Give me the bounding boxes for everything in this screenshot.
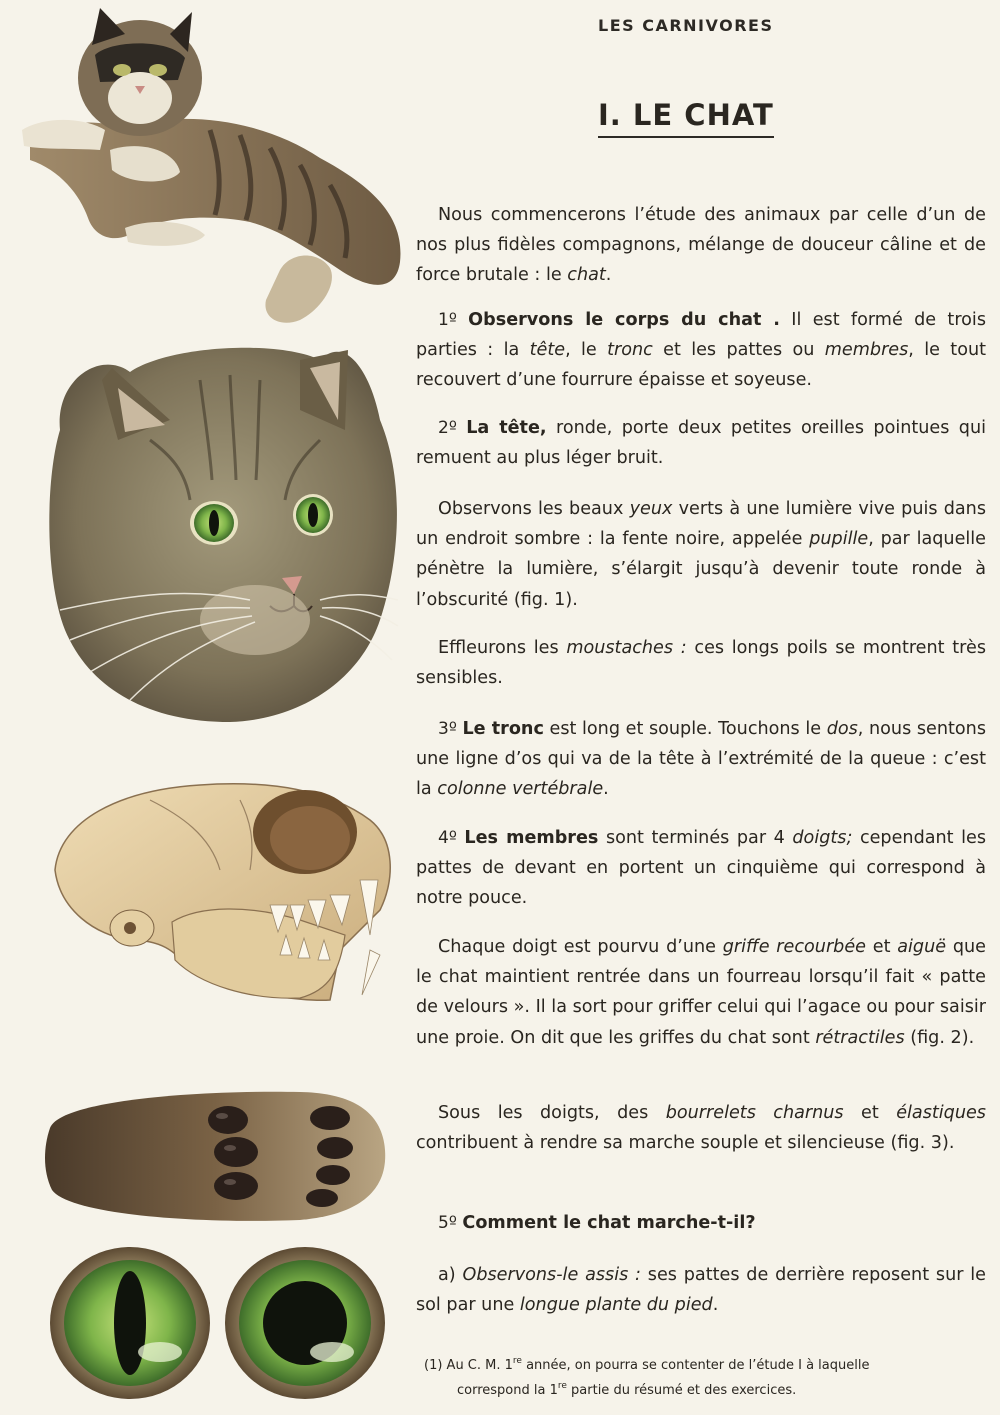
paragraph-heading: La tête, bbox=[466, 418, 547, 438]
cat-eyes-illustration bbox=[50, 1247, 385, 1399]
item-number: 3º bbox=[438, 719, 457, 739]
intro-text: Nous commencerons l’étude des animaux par celle d’un de nos plus fidèles compagnons, mélange de douceur câline et de force brutale : le bbox=[416, 205, 986, 286]
cat-skull-illustration bbox=[55, 784, 390, 1000]
paragraph-claws: Chaque doigt est pourvu d’une griffe recourbée et aiguë que le chat maintient rentrée dans un fourreau lorsqu’il fait « patte de velours ». Il la sort pour griffer celui qui l’agace ou pour saisir une proie. On dit que les griffes du chat sont rétractiles (fig. 2). bbox=[416, 937, 986, 1048]
section-header: LES CARNIVORES bbox=[598, 16, 774, 35]
paragraph-eyes: Observons les beaux yeux verts à une lumière vive puis dans un endroit sombre : la fente noire, appelée pupille, par laquelle pénètre la lumière, s’élargit jusqu’à devenir toute ronde à l’obscurité (fig. 1). bbox=[416, 499, 987, 610]
paragraph-heading: Observons le corps du chat . bbox=[468, 310, 780, 330]
paragraph-heading: Les membres bbox=[464, 828, 599, 848]
intro-paragraph bbox=[416, 200, 986, 291]
intro-end: . bbox=[605, 265, 612, 286]
paragraph-walk-heading bbox=[416, 1208, 986, 1238]
item-number: 1º bbox=[438, 310, 457, 330]
item-number: 2º bbox=[438, 418, 457, 438]
item-number: 4º bbox=[438, 828, 457, 848]
cat-head-illustration bbox=[49, 348, 398, 722]
intro-italic: chat bbox=[567, 265, 606, 286]
page-title: I. LE CHAT bbox=[598, 98, 774, 138]
item-number: 5º bbox=[438, 1213, 457, 1233]
lying-cat-illustration bbox=[22, 8, 400, 323]
paragraph-sitting: a) Observons-le assis : ses pattes de derrière reposent sur le sol par une longue plante du pied. bbox=[416, 1265, 986, 1316]
paragraph-head: 2º La tête, ronde, porte deux petites oreilles pointues qui remuent au plus léger bruit. bbox=[416, 418, 987, 469]
paragraph-whiskers: Effleurons les moustaches : ces longs poils se montrent très sensibles. bbox=[416, 638, 987, 689]
cat-paw-illustration bbox=[45, 1092, 385, 1221]
paragraph-trunk: 3º Le tronc est long et souple. Touchons le dos, nous sentons une ligne d’os qui va de la tête à l’extrémité de la queue : c’est la colonne vertébrale. bbox=[416, 719, 986, 800]
paragraph-limbs: 4º Les membres sont terminés par 4 doigts; cependant les pattes de devant en portent un cinquième qui correspond à notre pouce. bbox=[416, 828, 987, 909]
illustrations-column bbox=[0, 0, 410, 1415]
text-column bbox=[416, 0, 986, 1415]
paragraph-pads: Sous les doigts, des bourrelets charnus et élastiques contribuent à rendre sa marche souple et silencieuse (fig. 3). bbox=[416, 1103, 986, 1154]
paragraph-heading: Comment le chat marche-t-il? bbox=[462, 1213, 756, 1233]
paragraph-heading: Le tronc bbox=[462, 719, 544, 739]
paragraph-body: 1º Observons le corps du chat . Il est formé de trois parties : la tête, le tronc et les pattes ou membres, le tout recouvert d’une fourrure épaisse et soyeuse. bbox=[416, 310, 987, 391]
footnote: (1) Au C. M. 1re année, on pourra se contenter de l’étude I à laquelle correspond la 1re partie du résumé et des exercices. bbox=[424, 1356, 870, 1398]
